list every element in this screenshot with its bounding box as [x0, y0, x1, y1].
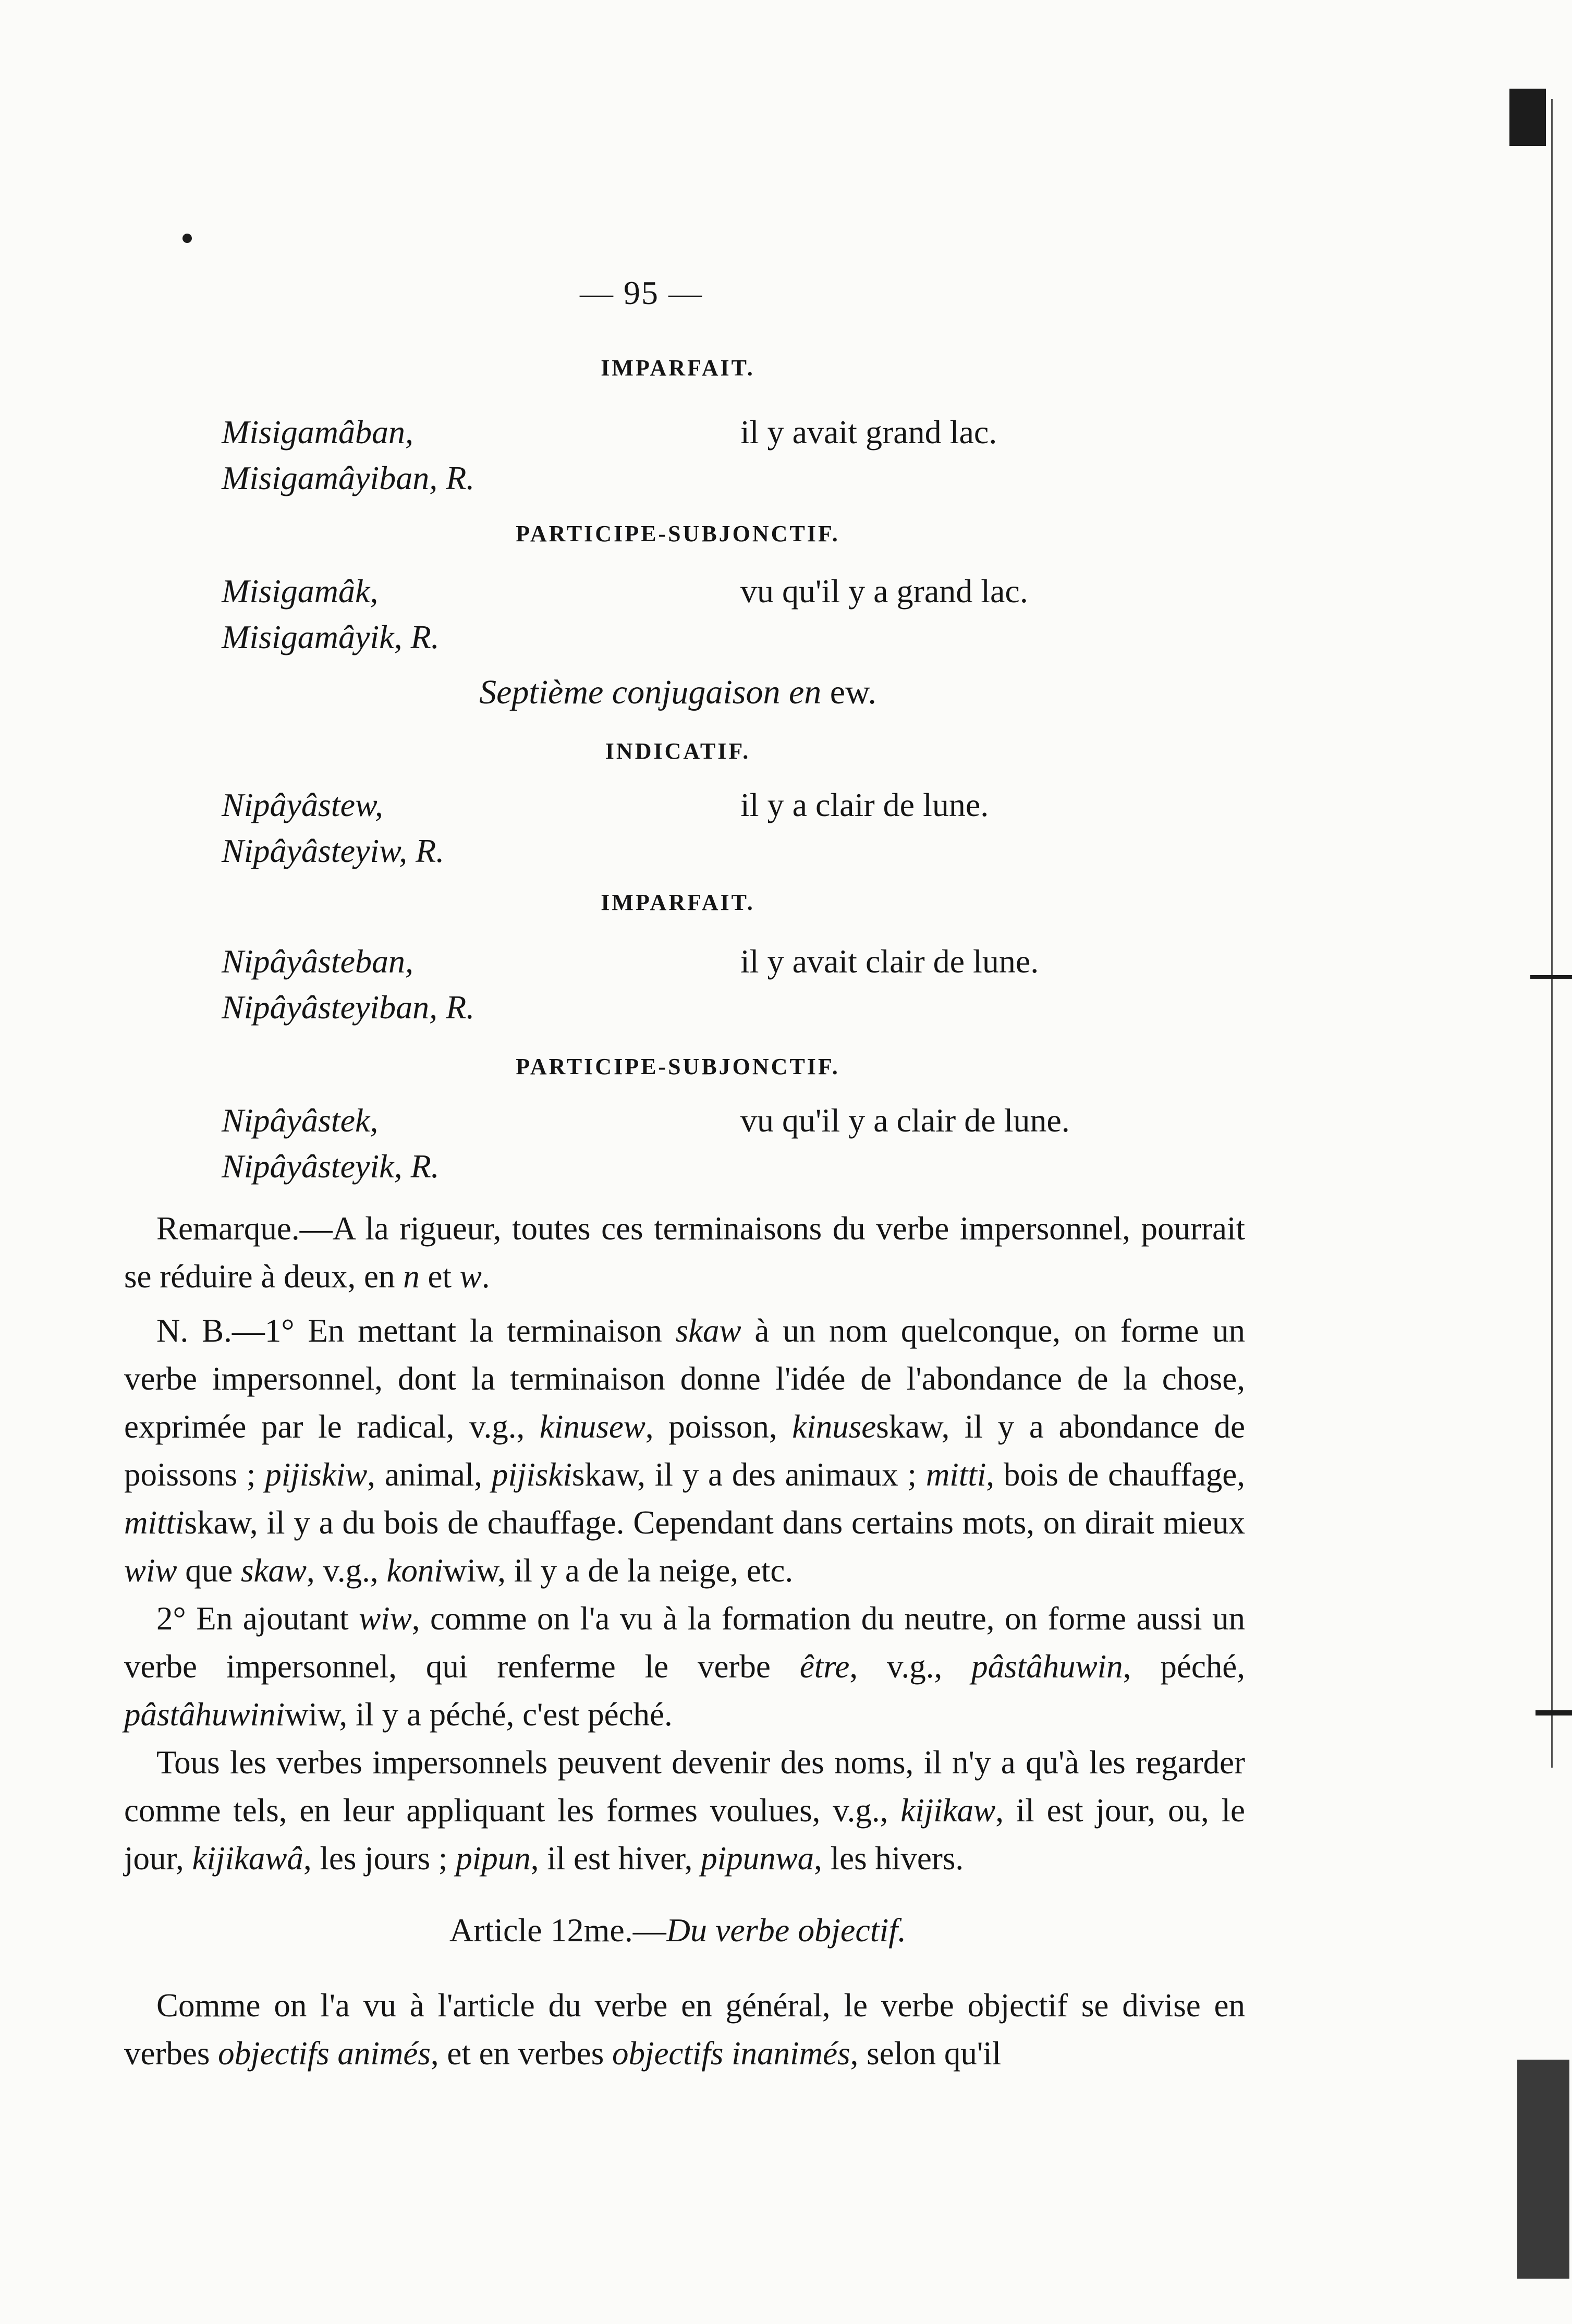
gloss: vu qu'il y a grand lac.: [740, 573, 1028, 610]
gloss: il y avait clair de lune.: [740, 943, 1039, 980]
gloss: vu qu'il y a clair de lune.: [740, 1102, 1070, 1139]
verb-form-line: Nipâyâsteyik, R.: [222, 1148, 440, 1185]
gloss: il y a clair de lune.: [740, 786, 989, 823]
verb-form-line: Nipâyâsteyiw, R.: [222, 832, 445, 869]
scan-edge: [1473, 0, 1572, 2324]
page-number: — 95 —: [580, 274, 703, 311]
nota-bene-1-paragraph: N. B.—1° En mettant la terminaison skaw à un nom quelconque, on forme un verbe impersonnel, dont la terminaison donne l'idée de l'abondance de la chose, exprimée par le radical, v.g., kinusew, poisson, kinuseskaw, il y a abondance de poissons ; pijiskiw, animal, pijiskiskaw, il y a des animaux ; mitti, bois de chauffage, mittiskaw, il y a du bois de chauffage. Cependant dans certains mots, on dirait mieux wiw que skaw, v.g., koniwiw, il y a de la neige, etc.: [124, 1312, 1246, 1589]
verb-form-line: Misigamâk,: [222, 573, 379, 610]
verb-form-line: Misigamâyik, R.: [222, 618, 440, 655]
verb-form: [222, 782, 444, 874]
section-heading-participe: PARTICIPE-SUBJONCTIF.: [516, 1054, 840, 1079]
verb-form-line: Misigamâyiban, R.: [222, 459, 475, 496]
impersonal-nouns-paragraph: Tous les verbes impersonnels peuvent devenir des noms, il n'y a qu'à les regarder comme tels, en leur appliquant les formes voulues, v.g., kijikaw, il est jour, ou, le jour, kijikawâ, les jours ; pipun, il est hiver, pipunwa, les hivers.: [124, 1744, 1246, 1877]
scan-artifact: [1530, 975, 1572, 979]
scan-artifact: [1517, 2060, 1569, 2279]
conjugation-title-ending: ew.: [830, 673, 876, 711]
scan-artifact: [1536, 1710, 1572, 1715]
verb-form-line: Nipâyâstek,: [222, 1102, 379, 1139]
body-text: [124, 1981, 1245, 2077]
verb-form: [222, 1098, 440, 1189]
article-heading: Article 12me.—Du verbe objectif.: [449, 1912, 907, 1949]
verb-form-line: Nipâyâsteban,: [222, 943, 413, 980]
section-heading-imparfait: IMPARFAIT.: [601, 355, 755, 381]
remarque-paragraph: Remarque.—A la rigueur, toutes ces terminaisons du verbe impersonnel, pourrait se réduire à deux, en n et w.: [124, 1210, 1245, 1295]
scan-artifact: [1509, 89, 1546, 146]
verb-form-line: Nipâyâsteyiban, R.: [222, 989, 475, 1026]
scan-edge-line: [1551, 99, 1553, 1768]
verb-form-line: Nipâyâstew,: [222, 786, 383, 823]
section-heading-indicatif: INDICATIF.: [605, 738, 751, 764]
gloss: il y avait grand lac.: [740, 413, 997, 451]
section-heading-participe: PARTICIPE-SUBJONCTIF.: [516, 521, 840, 546]
verb-form: [222, 939, 474, 1030]
verbe-objectif-paragraph: Comme on l'a vu à l'article du verbe en général, le verbe objectif se divise en verbes objectifs animés, et en verbes objectifs inanimés, selon qu'il: [124, 1987, 1245, 2072]
conjugation-title: [0, 673, 1356, 712]
ink-dot: [182, 234, 192, 243]
conjugation-title-italic: Septième conjugaison en: [479, 673, 822, 711]
verb-form: [222, 568, 440, 660]
section-heading-imparfait: IMPARFAIT.: [601, 890, 755, 915]
nota-bene-2-paragraph: 2° En ajoutant wiw, comme on l'a vu à la formation du neutre, on forme aussi un verbe impersonnel, qui renferme le verbe être, v.g., pâstâhuwin, péché, pâstâhuwiniwiw, il y a péché, c'est péché.: [124, 1600, 1245, 1733]
verb-form-line: Misigamâban,: [222, 413, 413, 451]
body-text: [124, 1204, 1245, 1882]
verb-form: [222, 409, 474, 501]
